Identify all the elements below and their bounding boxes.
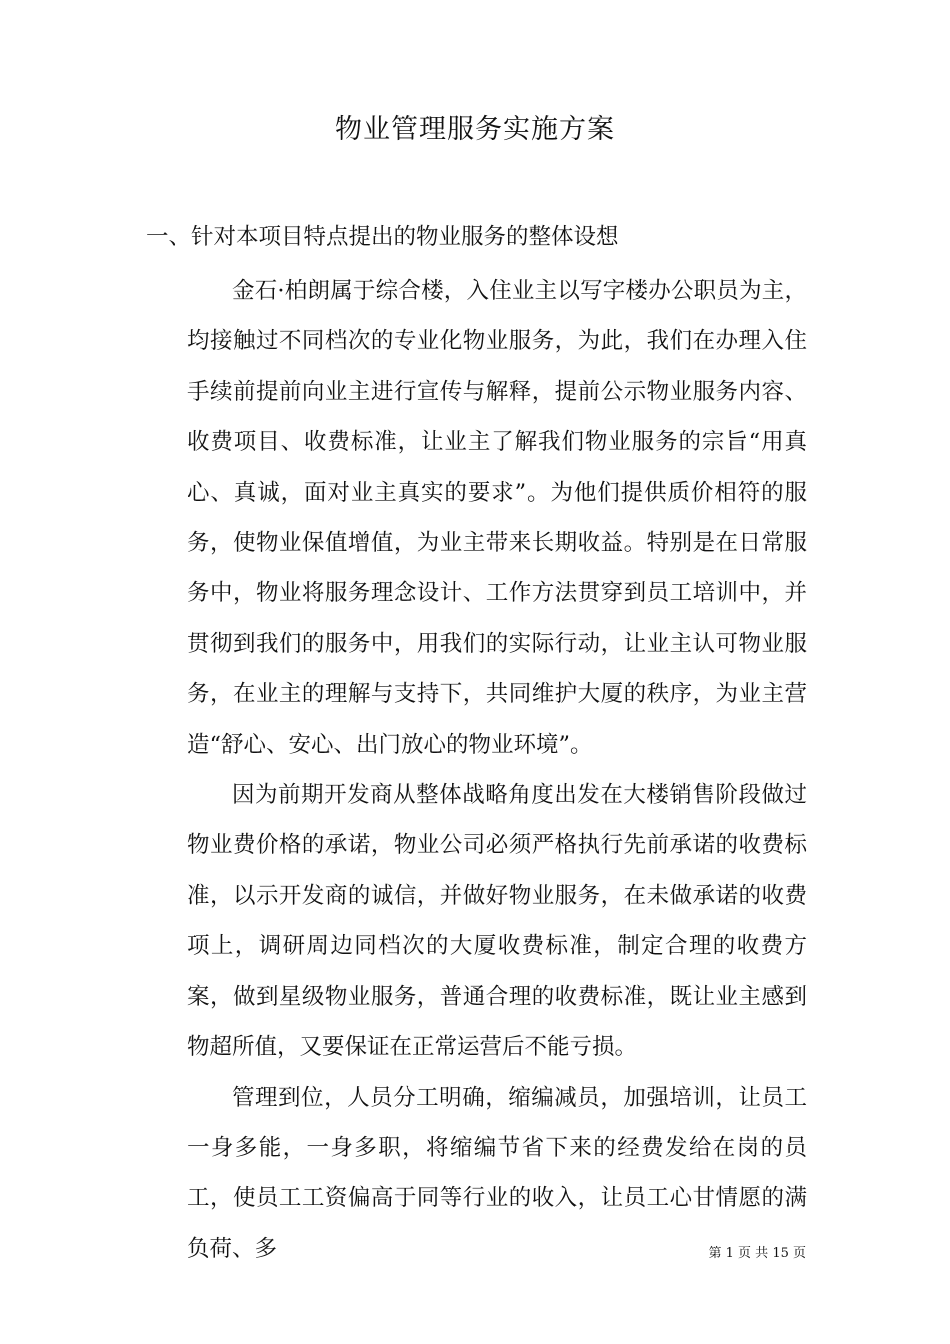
document-body <box>187 266 807 1274</box>
document-title: 物业管理服务实施方案 <box>335 114 615 145</box>
paragraph: 管理到位，人员分工明确，缩编减员，加强培训，让员工一身多能，一身多职，将缩编节省下来的经费发给在岗的员工，使员工工资偏高于同等行业的收入，让员工心甘情愿的满负荷、多 <box>187 1084 807 1262</box>
page-number-footer: 第 1 页 共 15 页 <box>708 1246 806 1261</box>
paragraph: 因为前期开发商从整体战略角度出发在大楼销售阶段做过物业费价格的承诺，物业公司必须严格执行先前承诺的收费标准，以示开发商的诚信，并做好物业服务，在未做承诺的收费项上，调研周边同档次的大厦收费标准，制定合理的收费方案，做到星级物业服务，普通合理的收费标准，既让业主感到物超所值，又要保证在正常运营后不能亏损。 <box>187 782 807 1061</box>
paragraph: 金石·柏朗属于综合楼，入住业主以写字楼办公职员为主，均接触过不同档次的专业化物业服务，为此，我们在办理入住手续前提前向业主进行宣传与解释，提前公示物业服务内容、收费项目、收费标准，让业主了解我们物业服务的宗旨“用真心、真诚，面对业主真实的要求”。为他们提供质价相符的服务，使物业保值增值，为业主带来长期收益。特别是在日常服务中，物业将服务理念设计、工作方法贯穿到员工培训中，并贯彻到我们的服务中，用我们的实际行动，让业主认可物业服务，在业主的理解与支持下，共同维护大厦的秩序，为业主营造“舒心、安心、出门放心的物业环境”。 <box>187 278 807 758</box>
section-heading: 一、针对本项目特点提出的物业服务的整体设想 <box>146 224 619 250</box>
